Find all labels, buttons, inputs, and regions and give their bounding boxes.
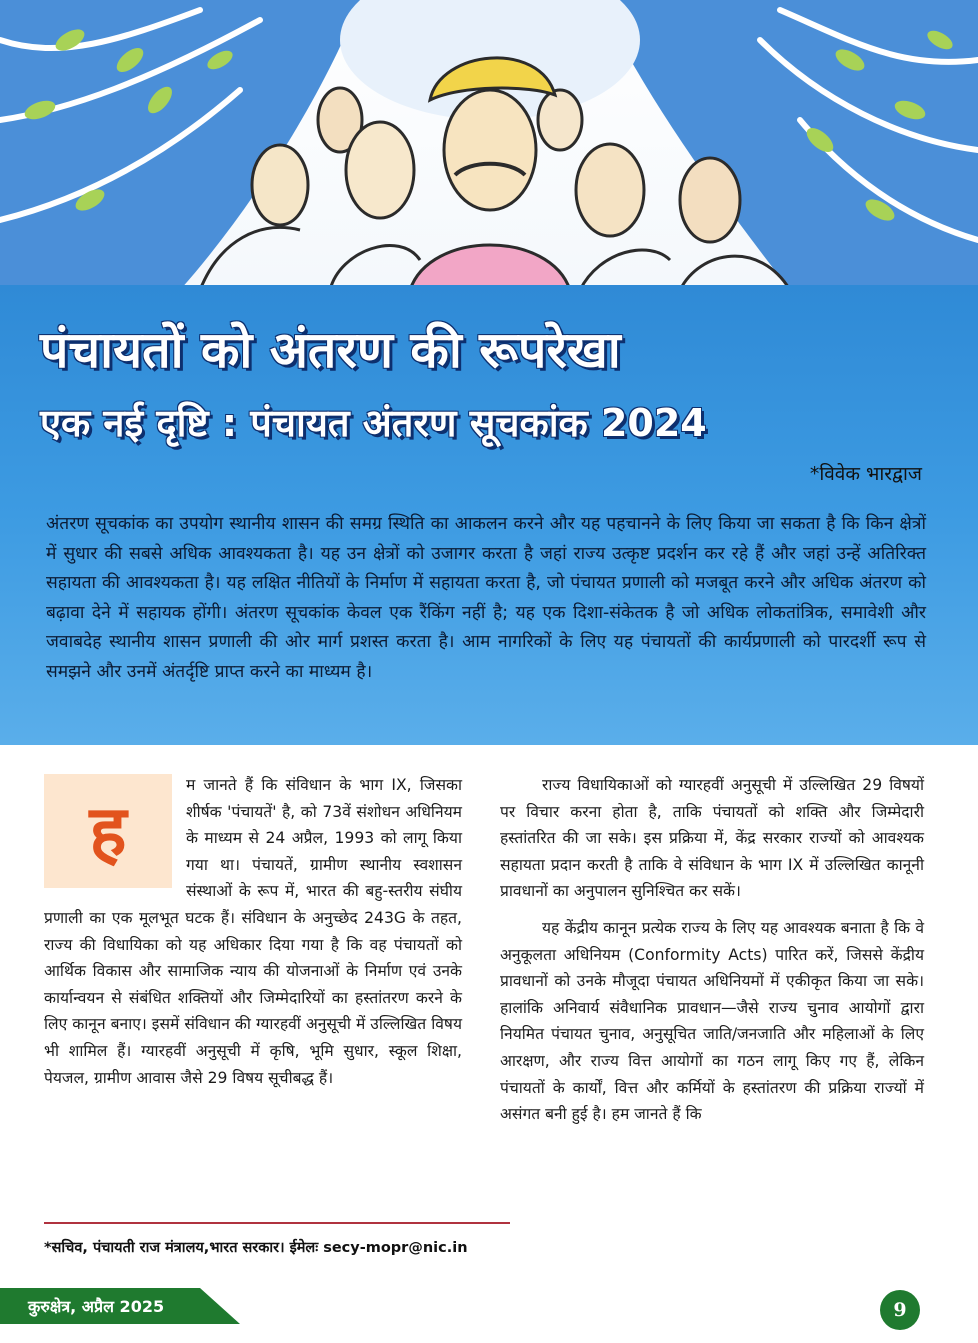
drop-cap: ह <box>44 774 172 888</box>
right-paragraph-2: यह केंद्रीय कानून प्रत्येक राज्य के लिए यह आवश्यक बनाता है कि वे अनुकूलता अधिनियम (Conformity Acts) पारित करें, जिससे केंद्रीय प्रावधानों को उनके मौजूदा पंचायत अधिनियमों में एकीकृत किया जा सके। हालांकि अनिवार्य संवैधानिक प्रावधान—जैसे राज्य चुनाव आयोगों द्वारा नियमित पंचायत चुनाव, अनुसूचित जाति/जनजाति और महिलाओं के लिए आरक्षण, और राज्य वित्त आयोगों का गठन लागू किए गए हैं, लेकिन पंचायतों के कार्यों, वित्त और कर्मियों के हस्तांतरण की प्रक्रिया राज्यों में असंगत बनी हुई है। हम जानते हैं कि <box>500 918 924 1124</box>
footnote-divider <box>44 1222 510 1224</box>
footnote: *सचिव, पंचायती राज मंत्रालय,भारत सरकार। ईमेलः secy-mopr@nic.in <box>44 1240 468 1256</box>
author-name: *विवेक भारद्वाज <box>809 463 922 485</box>
left-column <box>44 772 462 1101</box>
article-subtitle: एक नई दृष्टि : पंचायत अंतरण सूचकांक 2024 <box>40 401 707 445</box>
page-number: 9 <box>880 1290 920 1330</box>
right-column <box>500 772 924 1138</box>
left-paragraph: म जानते हैं कि संविधान के भाग IX, जिसका शीर्षक 'पंचायतें' है, को 73वें संशोधन अधिनियम के माध्यम से 24 अप्रैल, 1993 को लागू किया गया था। पंचायतें, ग्रामीण स्थानीय स्वशासन संस्थाओं के रूप में, भारत की बहु-स्तरीय संघीय प्रणाली का एक मूलभूत घटक हैं। संविधान के अनुच्छेद 243G के तहत, राज्य की विधायिका को यह अधिकार दिया गया है कि वह पंचायतों को आर्थिक विकास और सामाजिक न्याय की योजनाओं के निर्माण एवं उनके कार्यान्वयन से संबंधित शक्तियों और जिम्मेदारियों का हस्तांतरण करने के लिए कानून बनाए। इसमें संविधान की ग्यारहवीं अनुसूची में उल्लिखित विषय भी शामिल हैं। ग्यारहवीं अनुसूची में कृषि, भूमि सुधार, स्कूल शिक्षा, पेयजल, ग्रामीण आवास जैसे 29 विषय सूचीबद्ध हैं। <box>44 776 462 1087</box>
magazine-issue: कुरुक्षेत्र, अप्रैल 2025 <box>28 1297 165 1316</box>
people-illustration <box>0 0 978 290</box>
article-abstract: अंतरण सूचकांक का उपयोग स्थानीय शासन की समग्र स्थिति का आकलन करने और यह पहचानने के लिए किया जा सकता है कि किन क्षेत्रों में सुधार की सबसे अधिक आवश्यकता है। यह उन क्षेत्रों को उजागर करता है जहां राज्य उत्कृष्ट प्रदर्शन कर रहे हैं और जहां उन्हें अतिरिक्त सहायता की आवश्यकता है। यह लक्षित नीतियों के निर्माण में सहायता करता है, जो पंचायत प्रणाली को मजबूत करने और अधिक अंतरण को बढ़ावा देने में सहायक होंगी। अंतरण सूचकांक केवल एक रैंकिंग नहीं है; यह एक दिशा-संकेतक है जो अधिक लोकतांत्रिक, समावेशी और जवाबदेह स्थानीय शासन प्रणाली की ओर मार्ग प्रशस्त करता है। आम नागरिकों के लिए यह पंचायतों की कार्यप्रणाली को पारदर्शी रूप से समझने और उनमें अंतर्दृष्टि प्राप्त करने का माध्यम है। <box>46 514 926 682</box>
article-title: पंचायतों को अंतरण की रूपरेखा <box>40 321 621 379</box>
header-illustration <box>0 0 978 290</box>
right-paragraph-1: राज्य विधायिकाओं को ग्यारहवीं अनुसूची में उल्लिखित 29 विषयों पर विचार करना होता है, ताकि पंचायतों को शक्ति और जिम्मेदारी हस्तांतरित की जा सके। इस प्रक्रिया में, केंद्र सरकार राज्यों को आवश्यक सहायता प्रदान करती है ताकि वे संविधान के भाग IX में उल्लिखित कानूनी प्रावधानों का अनुपालन सुनिश्चित कर सकें। <box>500 776 924 901</box>
